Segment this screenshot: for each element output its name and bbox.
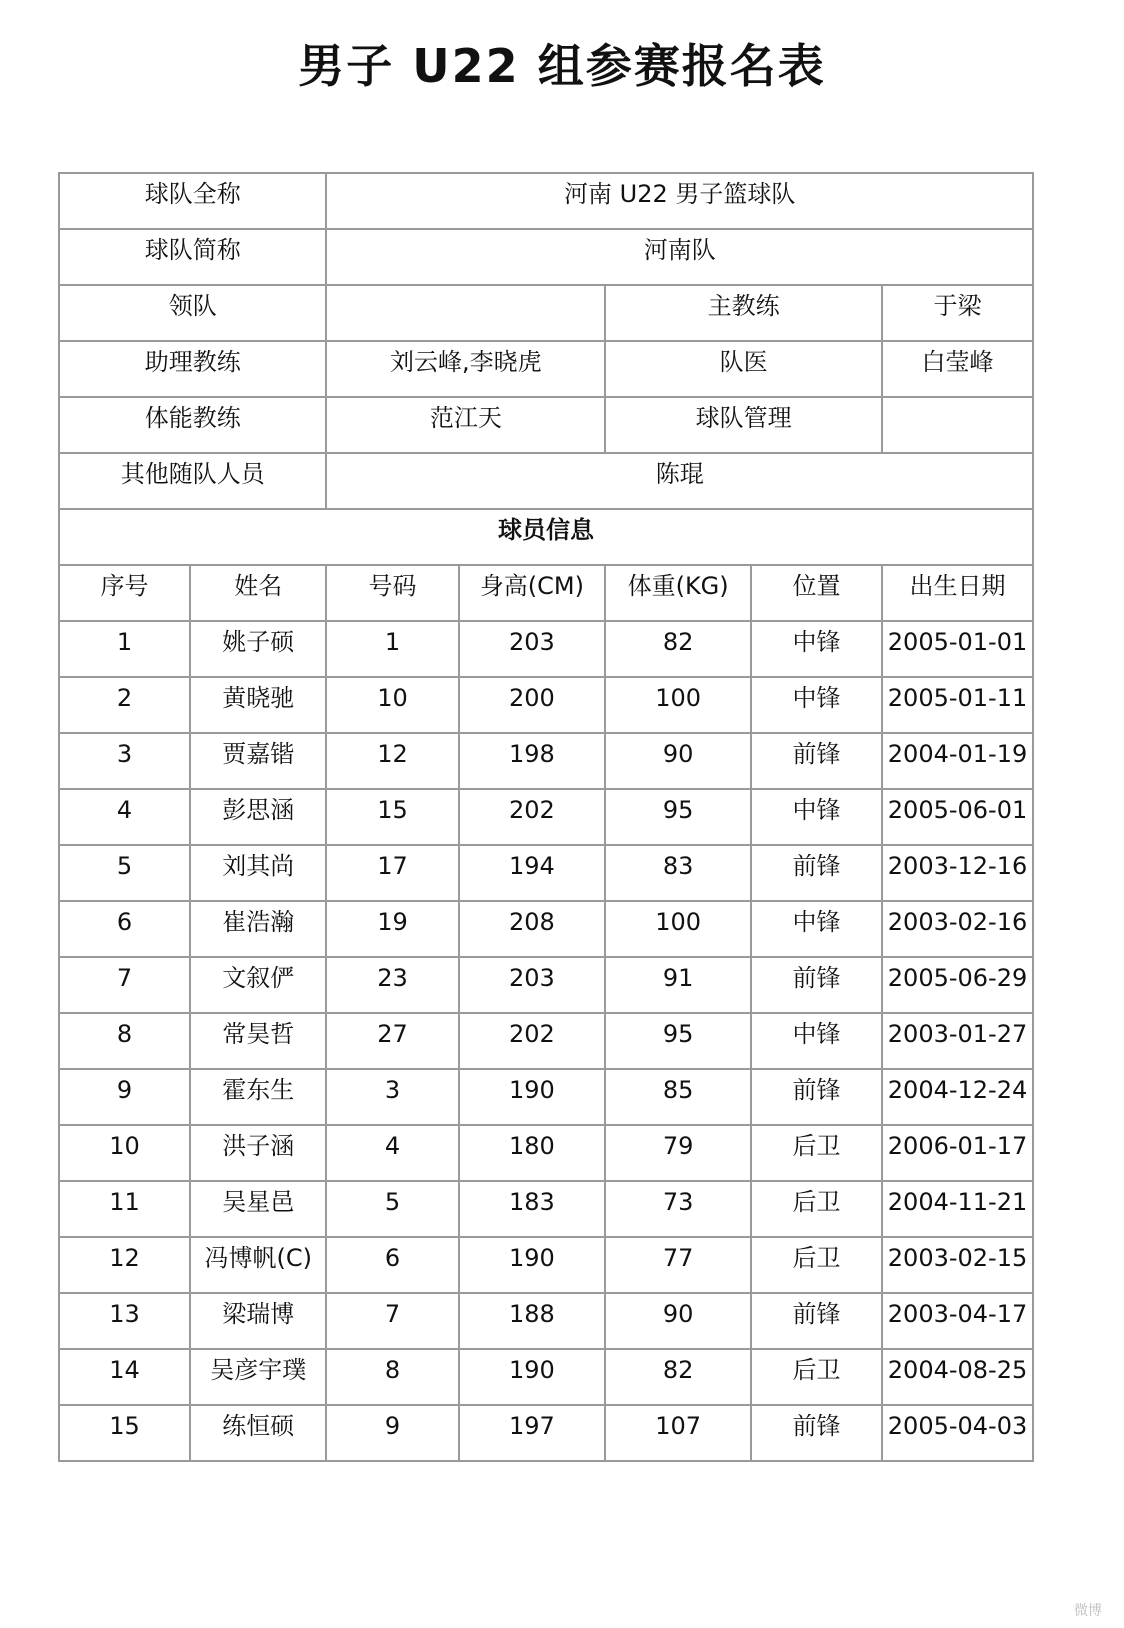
player-position-cell: 前锋 <box>751 1069 882 1125</box>
player-row <box>59 733 1033 789</box>
player-height-cell: 197 <box>459 1405 606 1461</box>
row-assistant-coach <box>59 341 1033 397</box>
player-number-cell: 12 <box>326 733 458 789</box>
player-position-cell: 中锋 <box>751 621 882 677</box>
player-weight-cell: 85 <box>605 1069 751 1125</box>
player-index-cell: 6 <box>59 901 190 957</box>
player-position-cell: 前锋 <box>751 1405 882 1461</box>
label-assistant-coach: 助理教练 <box>59 341 326 397</box>
player-index-cell: 14 <box>59 1349 190 1405</box>
player-birthdate-cell: 2005-06-01 <box>882 789 1033 845</box>
player-weight-cell: 82 <box>605 621 751 677</box>
value-team-doctor: 白莹峰 <box>882 341 1033 397</box>
label-team-doctor: 队医 <box>605 341 882 397</box>
player-index-cell: 12 <box>59 1237 190 1293</box>
player-index-cell: 5 <box>59 845 190 901</box>
player-index-cell: 8 <box>59 1013 190 1069</box>
label-head-coach: 主教练 <box>605 285 882 341</box>
player-weight-cell: 73 <box>605 1181 751 1237</box>
player-weight-cell: 79 <box>605 1125 751 1181</box>
player-height-cell: 198 <box>459 733 606 789</box>
player-birthdate-cell: 2003-01-27 <box>882 1013 1033 1069</box>
player-name-cell: 吴彦宇璞 <box>190 1349 326 1405</box>
player-height-cell: 188 <box>459 1293 606 1349</box>
player-number-cell: 15 <box>326 789 458 845</box>
player-weight-cell: 83 <box>605 845 751 901</box>
player-number-cell: 3 <box>326 1069 458 1125</box>
player-position-cell: 中锋 <box>751 1013 882 1069</box>
player-position-cell: 前锋 <box>751 1293 882 1349</box>
player-position-cell: 中锋 <box>751 901 882 957</box>
player-index-cell: 10 <box>59 1125 190 1181</box>
player-birthdate-cell: 2005-01-11 <box>882 677 1033 733</box>
player-position-cell: 中锋 <box>751 677 882 733</box>
player-number-cell: 23 <box>326 957 458 1013</box>
player-number-cell: 7 <box>326 1293 458 1349</box>
registration-form-table <box>58 172 1034 1462</box>
player-number-cell: 10 <box>326 677 458 733</box>
player-height-cell: 183 <box>459 1181 606 1237</box>
header-birthdate: 出生日期 <box>882 565 1033 621</box>
value-head-coach: 于梁 <box>882 285 1033 341</box>
player-weight-cell: 100 <box>605 901 751 957</box>
document-title: 男子 U22 组参赛报名表 <box>298 39 826 93</box>
header-number: 号码 <box>326 565 458 621</box>
player-birthdate-cell: 2004-01-19 <box>882 733 1033 789</box>
player-name-cell: 贾嘉锴 <box>190 733 326 789</box>
value-leader <box>326 285 605 341</box>
label-fitness-coach: 体能教练 <box>59 397 326 453</box>
value-assistant-coach: 刘云峰,李晓虎 <box>326 341 605 397</box>
header-position: 位置 <box>751 565 882 621</box>
header-height: 身高(CM) <box>459 565 606 621</box>
player-position-cell: 后卫 <box>751 1125 882 1181</box>
player-number-cell: 9 <box>326 1405 458 1461</box>
player-name-cell: 刘其尚 <box>190 845 326 901</box>
value-other-staff: 陈琨 <box>326 453 1033 509</box>
player-height-cell: 202 <box>459 789 606 845</box>
player-row <box>59 1349 1033 1405</box>
player-number-cell: 6 <box>326 1237 458 1293</box>
player-row <box>59 1405 1033 1461</box>
player-index-cell: 3 <box>59 733 190 789</box>
player-birthdate-cell: 2003-02-15 <box>882 1237 1033 1293</box>
player-name-cell: 洪子涵 <box>190 1125 326 1181</box>
player-index-cell: 7 <box>59 957 190 1013</box>
player-name-cell: 练恒硕 <box>190 1405 326 1461</box>
player-name-cell: 常昊哲 <box>190 1013 326 1069</box>
label-team-manager: 球队管理 <box>605 397 882 453</box>
row-players-section <box>59 509 1033 565</box>
player-name-cell: 霍东生 <box>190 1069 326 1125</box>
label-team-short-name: 球队简称 <box>59 229 326 285</box>
value-team-manager <box>882 397 1033 453</box>
player-name-cell: 冯博帆(C) <box>190 1237 326 1293</box>
player-birthdate-cell: 2005-06-29 <box>882 957 1033 1013</box>
player-index-cell: 11 <box>59 1181 190 1237</box>
player-birthdate-cell: 2005-04-03 <box>882 1405 1033 1461</box>
player-birthdate-cell: 2004-12-24 <box>882 1069 1033 1125</box>
player-name-cell: 吴星邑 <box>190 1181 326 1237</box>
player-index-cell: 2 <box>59 677 190 733</box>
header-weight: 体重(KG) <box>605 565 751 621</box>
row-leader <box>59 285 1033 341</box>
row-team-full-name <box>59 173 1033 229</box>
players-section-heading: 球员信息 <box>59 509 1033 565</box>
header-name: 姓名 <box>190 565 326 621</box>
label-team-full-name: 球队全称 <box>59 173 326 229</box>
player-weight-cell: 107 <box>605 1405 751 1461</box>
label-other-staff: 其他随队人员 <box>59 453 326 509</box>
player-weight-cell: 91 <box>605 957 751 1013</box>
player-weight-cell: 100 <box>605 677 751 733</box>
player-row <box>59 901 1033 957</box>
player-position-cell: 后卫 <box>751 1181 882 1237</box>
row-other-staff <box>59 453 1033 509</box>
player-row <box>59 1125 1033 1181</box>
player-name-cell: 崔浩瀚 <box>190 901 326 957</box>
player-name-cell: 梁瑞博 <box>190 1293 326 1349</box>
row-team-short-name <box>59 229 1033 285</box>
player-number-cell: 17 <box>326 845 458 901</box>
player-row <box>59 1237 1033 1293</box>
player-height-cell: 180 <box>459 1125 606 1181</box>
player-birthdate-cell: 2005-01-01 <box>882 621 1033 677</box>
player-height-cell: 190 <box>459 1237 606 1293</box>
player-row <box>59 1013 1033 1069</box>
player-height-cell: 203 <box>459 621 606 677</box>
player-position-cell: 前锋 <box>751 957 882 1013</box>
player-position-cell: 后卫 <box>751 1349 882 1405</box>
player-weight-cell: 95 <box>605 789 751 845</box>
player-number-cell: 1 <box>326 621 458 677</box>
player-index-cell: 1 <box>59 621 190 677</box>
watermark: 微博 <box>1074 1603 1102 1619</box>
player-row <box>59 1181 1033 1237</box>
value-team-short-name: 河南队 <box>326 229 1033 285</box>
player-index-cell: 9 <box>59 1069 190 1125</box>
player-position-cell: 前锋 <box>751 845 882 901</box>
player-row <box>59 957 1033 1013</box>
player-height-cell: 200 <box>459 677 606 733</box>
player-birthdate-cell: 2003-12-16 <box>882 845 1033 901</box>
player-height-cell: 194 <box>459 845 606 901</box>
player-height-cell: 202 <box>459 1013 606 1069</box>
player-height-cell: 190 <box>459 1069 606 1125</box>
player-row <box>59 1069 1033 1125</box>
player-row <box>59 621 1033 677</box>
player-index-cell: 13 <box>59 1293 190 1349</box>
player-number-cell: 8 <box>326 1349 458 1405</box>
player-row <box>59 677 1033 733</box>
player-weight-cell: 95 <box>605 1013 751 1069</box>
player-number-cell: 4 <box>326 1125 458 1181</box>
player-number-cell: 19 <box>326 901 458 957</box>
players-header-row <box>59 565 1033 621</box>
player-height-cell: 203 <box>459 957 606 1013</box>
player-index-cell: 15 <box>59 1405 190 1461</box>
player-row <box>59 789 1033 845</box>
player-number-cell: 27 <box>326 1013 458 1069</box>
player-name-cell: 姚子硕 <box>190 621 326 677</box>
player-weight-cell: 90 <box>605 733 751 789</box>
player-row <box>59 845 1033 901</box>
player-weight-cell: 90 <box>605 1293 751 1349</box>
value-team-full-name: 河南 U22 男子篮球队 <box>326 173 1033 229</box>
player-birthdate-cell: 2003-02-16 <box>882 901 1033 957</box>
player-birthdate-cell: 2003-04-17 <box>882 1293 1033 1349</box>
player-weight-cell: 82 <box>605 1349 751 1405</box>
player-row <box>59 1293 1033 1349</box>
player-name-cell: 黄晓驰 <box>190 677 326 733</box>
player-birthdate-cell: 2006-01-17 <box>882 1125 1033 1181</box>
player-birthdate-cell: 2004-11-21 <box>882 1181 1033 1237</box>
player-height-cell: 190 <box>459 1349 606 1405</box>
player-position-cell: 中锋 <box>751 789 882 845</box>
label-leader: 领队 <box>59 285 326 341</box>
header-index: 序号 <box>59 565 190 621</box>
value-fitness-coach: 范江天 <box>326 397 605 453</box>
player-birthdate-cell: 2004-08-25 <box>882 1349 1033 1405</box>
row-fitness-coach <box>59 397 1033 453</box>
player-number-cell: 5 <box>326 1181 458 1237</box>
player-weight-cell: 77 <box>605 1237 751 1293</box>
player-position-cell: 后卫 <box>751 1237 882 1293</box>
player-position-cell: 前锋 <box>751 733 882 789</box>
player-height-cell: 208 <box>459 901 606 957</box>
player-name-cell: 彭思涵 <box>190 789 326 845</box>
player-name-cell: 文叙俨 <box>190 957 326 1013</box>
player-index-cell: 4 <box>59 789 190 845</box>
